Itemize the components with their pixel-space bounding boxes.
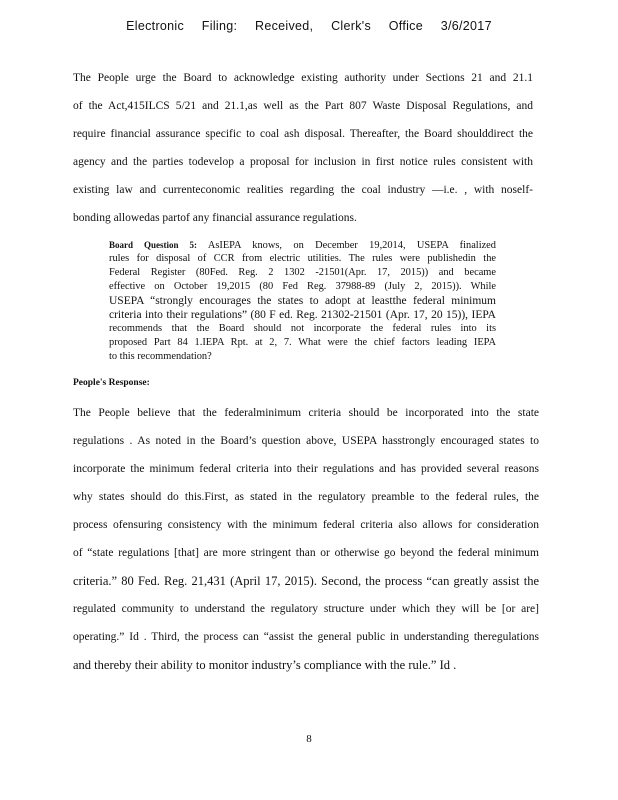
board-question-line: Federal Register (80Fed. Reg. 2 1302 -21501(Apr. 17, 2015)) and became [109,267,496,278]
board-question-text: AsIEPA knows, on December 19,2014, USEPA finalized [207,240,496,251]
response-line: incorporate the minimum federal criteria into their regulations and has provided several reasons [73,463,539,475]
intro-line: bonding allowedas partof any financial assurance regulations. [73,212,357,224]
board-question-line: proposed Part 84 1.IEPA Rpt. at 2, 7. What were the chief factors leading IEPA [109,337,496,348]
intro-line: The People urge the Board to acknowledge existing authority under Sections 21 and 21.1 [73,72,533,84]
board-question-line: recommends that the Board should not incorporate the federal rules into its [109,323,496,334]
response-line: process ofensuring consistency with the minimum federal criteria also allows for consideration [73,519,539,531]
response-line: regulations . As noted in the Board’s question above, USEPA hasstrongly encouraged states to [73,435,539,447]
response-line: of “state regulations [that] are more stringent than or otherwise go beyond the federal minimum [73,547,539,559]
filing-header: Electronic Filing: Received, Clerk's Office 3/6/2017 [126,19,492,33]
page-number: 8 [306,733,312,745]
response-line: criteria.” 80 Fed. Reg. 21,431 (April 17, 2015). Second, the process “can greatly assist the [73,574,539,588]
board-question-line: effective on October 19,2015 (80 Fed Reg. 37988-89 (July 2, 2015)). While [109,281,496,292]
intro-line: existing law and currenteconomic realities regarding the coal industry —i.e. , with noself- [73,184,533,196]
intro-paragraph [73,64,533,232]
response-line: operating.” Id . Third, the process can “assist the general public in understanding theregulations [73,631,539,643]
response-paragraph [73,399,539,679]
intro-line: of the Act,415ILCS 5/21 and 21.1,as well as the Part 807 Waste Disposal Regulations, and [73,100,533,112]
intro-line: agency and the parties todevelop a proposal for inclusion in first notice rules consistent with [73,156,533,168]
board-question-block [109,238,496,364]
board-question-line: criteria into their regulations” (80 F ed. Reg. 21302-21501 (Apr. 17, 20 15)), IEPA [109,309,496,321]
response-line: and thereby their ability to monitor industry’s compliance with the rule.” Id . [73,658,457,672]
board-question-line: USEPA “strongly encourages the states to adopt at leastthe federal minimum [109,295,496,307]
board-question-label: Board Question 5: [109,240,198,250]
response-line: regulated community to understand the regulatory structure under which they will be [or are] [73,603,539,615]
response-line: why states should do this.First, as stated in the regulatory preamble to the federal rules, the [73,491,539,503]
board-question-line [109,238,496,252]
board-question-line: to this recommendation? [109,351,212,362]
board-question-line: rules for disposal of CCR from electric utilities. The rules were publishedin the [109,253,496,264]
intro-line: require financial assurance specific to coal ash disposal. Thereafter, the Board shoulddirect the [73,128,533,140]
response-label: People's Response: [73,378,150,388]
response-line: The People believe that the federalminimum criteria should be incorporated into the state [73,407,539,419]
